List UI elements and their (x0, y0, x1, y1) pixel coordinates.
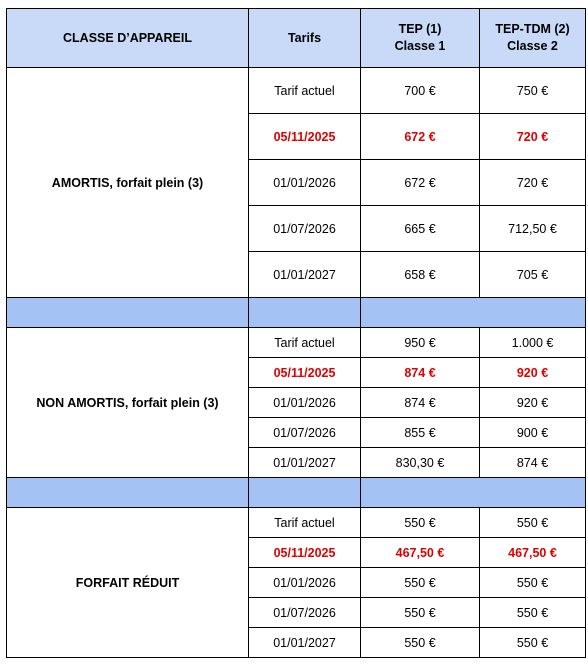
table-row (7, 68, 586, 114)
tarif-date-cell: 01/07/2026 (249, 598, 361, 628)
tep-tdm-price-cell: 720 € (480, 114, 586, 160)
tep-price-cell: 672 € (361, 114, 480, 160)
header-tep (361, 9, 480, 68)
group-label: FORFAIT RÉDUIT (7, 508, 249, 658)
tep-price-cell: 550 € (361, 508, 480, 538)
tarif-date-cell: 05/11/2025 (249, 538, 361, 568)
tep-tdm-price-cell: 550 € (480, 598, 586, 628)
group-label: NON AMORTIS, forfait plein (3) (7, 328, 249, 478)
tep-price-cell: 658 € (361, 252, 480, 298)
group-label: AMORTIS, forfait plein (3) (7, 68, 249, 298)
separator-cell (7, 298, 249, 328)
tep-tdm-price-cell: 750 € (480, 68, 586, 114)
header-tdm-line2: Classe 2 (507, 39, 558, 53)
separator-cell (249, 478, 361, 508)
tep-tdm-price-cell: 900 € (480, 418, 586, 448)
header-tep-tdm (480, 9, 586, 68)
tarif-date-cell: Tarif actuel (249, 68, 361, 114)
tep-tdm-price-cell: 1.000 € (480, 328, 586, 358)
separator-row (7, 478, 586, 508)
tarif-date-cell: 01/01/2026 (249, 388, 361, 418)
header-tep-line1: TEP (1) (398, 22, 442, 36)
tarif-date-cell: 01/07/2026 (249, 418, 361, 448)
tep-tdm-price-cell: 720 € (480, 160, 586, 206)
tep-price-cell: 830,30 € (361, 448, 480, 478)
tarif-date-cell: 01/01/2027 (249, 628, 361, 658)
tep-price-cell: 467,50 € (361, 538, 480, 568)
tep-tdm-price-cell: 550 € (480, 628, 586, 658)
tarif-date-cell: 05/11/2025 (249, 114, 361, 160)
table-body (7, 68, 586, 658)
header-classe: CLASSE D’APPAREIL (7, 9, 249, 68)
tarif-date-cell: Tarif actuel (249, 328, 361, 358)
separator-cell (7, 478, 249, 508)
table-row (7, 328, 586, 358)
header-tep-line2: Classe 1 (394, 39, 446, 53)
tep-tdm-price-cell: 550 € (480, 568, 586, 598)
tep-price-cell: 874 € (361, 388, 480, 418)
tarif-date-cell: 01/01/2027 (249, 252, 361, 298)
tep-price-cell: 700 € (361, 68, 480, 114)
tarif-date-cell: 01/01/2027 (249, 448, 361, 478)
header-row (7, 9, 586, 68)
separator-cell (361, 298, 586, 328)
table-row (7, 508, 586, 538)
tep-price-cell: 950 € (361, 328, 480, 358)
tarif-date-cell: 01/01/2026 (249, 568, 361, 598)
tep-price-cell: 665 € (361, 206, 480, 252)
tarif-date-cell: Tarif actuel (249, 508, 361, 538)
tep-tdm-price-cell: 550 € (480, 508, 586, 538)
tarif-date-cell: 01/07/2026 (249, 206, 361, 252)
tep-tdm-price-cell: 920 € (480, 358, 586, 388)
tep-tdm-price-cell: 712,50 € (480, 206, 586, 252)
header-tdm-line1: TEP-TDM (2) (495, 22, 570, 36)
tep-tdm-price-cell: 920 € (480, 388, 586, 418)
separator-row (7, 298, 586, 328)
tep-price-cell: 550 € (361, 598, 480, 628)
tarif-date-cell: 05/11/2025 (249, 358, 361, 388)
tep-price-cell: 855 € (361, 418, 480, 448)
tarif-date-cell: 01/01/2026 (249, 160, 361, 206)
header-tarifs: Tarifs (249, 9, 361, 68)
separator-cell (361, 478, 586, 508)
separator-cell (249, 298, 361, 328)
tariff-table (6, 8, 586, 658)
tep-price-cell: 550 € (361, 628, 480, 658)
tep-tdm-price-cell: 874 € (480, 448, 586, 478)
tep-price-cell: 550 € (361, 568, 480, 598)
tep-tdm-price-cell: 467,50 € (480, 538, 586, 568)
tep-price-cell: 672 € (361, 160, 480, 206)
tep-price-cell: 874 € (361, 358, 480, 388)
tep-tdm-price-cell: 705 € (480, 252, 586, 298)
